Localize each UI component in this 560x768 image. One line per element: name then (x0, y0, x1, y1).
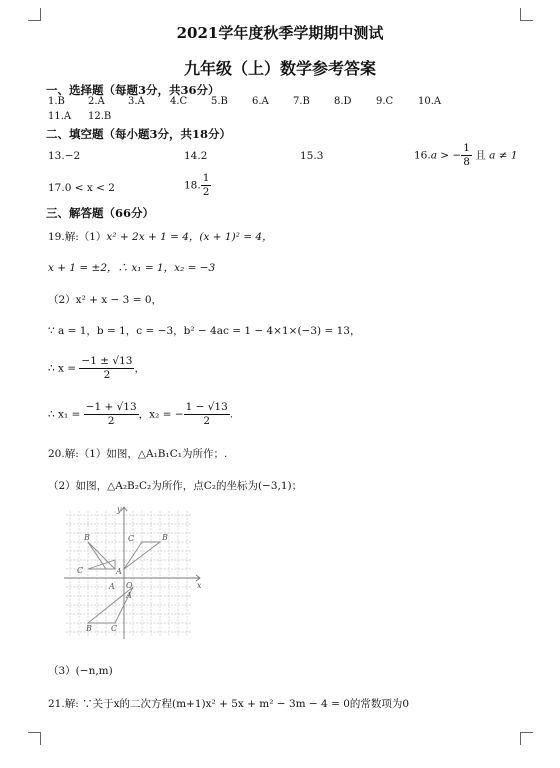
corner-mark-top-right (520, 8, 533, 21)
svg-text:O: O (126, 581, 133, 590)
answer-11: 11.A (48, 111, 72, 122)
corner-mark-bottom-right (520, 732, 533, 745)
corner-mark-top-left (28, 8, 41, 21)
answer-14: 14.2 (184, 150, 208, 162)
q19-line-5: ∴ x = $\frac{-1 \pm √13}{2}$ ， (48, 355, 145, 381)
q21-line-1: 21.解: ∵关于x的二次方程(m+1)x² + 5x + m² − 3m − 4 = 0的常数项为0 (48, 698, 410, 710)
svg-text:A: A (109, 582, 115, 591)
svg-text:A: A (116, 567, 122, 576)
svg-text:y: y (117, 505, 122, 514)
svg-text:B: B (84, 533, 90, 542)
answer-16: 16.a > − $\frac{1}{8}$ 且 a ≠ 1 (414, 142, 518, 168)
page-title: 2021学年度秋季学期期中测试 (176, 24, 384, 42)
q19-line-4: ∵ a = 1，b = 1，c = −3，b² − 4ac = 1 − 4×1×(−3) = 13， (48, 325, 361, 337)
answer-18: 18. $\frac{1}{2}$ (184, 172, 210, 198)
svg-text:x: x (197, 581, 202, 590)
q20-line-1: 20.解:（1）如图，△A₁B₁C₁为所作；. (48, 448, 228, 460)
answer-6: 6.A (252, 96, 269, 107)
corner-mark-bottom-left (28, 732, 41, 745)
svg-text:B: B (162, 533, 168, 542)
answer-17: 17.0 < x < 2 (48, 182, 115, 194)
answer-13: 13.−2 (48, 150, 81, 162)
svg-text:C: C (111, 624, 118, 633)
q19-line-6: ∴ x₁ = $\frac{-1 + √13}{2}$ ，x₂ = − $\frac{1 - √13}{2}$ . (48, 401, 234, 427)
svg-text:B: B (86, 624, 92, 633)
q20-line-2: （2）如图，△A₂B₂C₂为所作，点C₂的坐标为(−3,1)； (48, 480, 303, 492)
section-heading-fill: 二、填空题（每小题3分，共18分） (46, 127, 232, 141)
svg-text:C: C (77, 566, 84, 575)
answer-12: 12.B (88, 111, 112, 122)
answer-8: 8.D (334, 96, 352, 107)
answer-5: 5.B (211, 96, 228, 107)
answer-10: 10.A (418, 96, 442, 107)
answer-2: 2.A (88, 96, 105, 107)
answer-1: 1.B (48, 96, 65, 107)
coordinate-grid-figure (60, 503, 208, 643)
q19-line-2: x + 1 = ±2，∴ x₁ = 1，x₂ = −3 (48, 262, 216, 274)
answer-9: 9.C (376, 96, 394, 107)
svg-text:A: A (126, 591, 132, 600)
answer-4: 4.C (170, 96, 188, 107)
page-subtitle: 九年级（上）数学参考答案 (183, 59, 376, 78)
answer-15: 15.3 (300, 150, 324, 162)
section-heading-choice: 一、选择题（每题3分，共36分） (46, 83, 220, 97)
section-heading-solve: 三、解答题（66分） (46, 206, 155, 220)
svg-text:C: C (128, 534, 135, 543)
q20-line-3: （3）(−n,m) (48, 665, 113, 677)
q19-line-3: （2）x² + x − 3 = 0， (48, 294, 163, 306)
answer-7: 7.B (293, 96, 310, 107)
q19-line-1: 19.解:（1）x² + 2x + 1 = 4，(x + 1)² = 4， (48, 231, 273, 243)
answer-3: 3.A (128, 96, 145, 107)
